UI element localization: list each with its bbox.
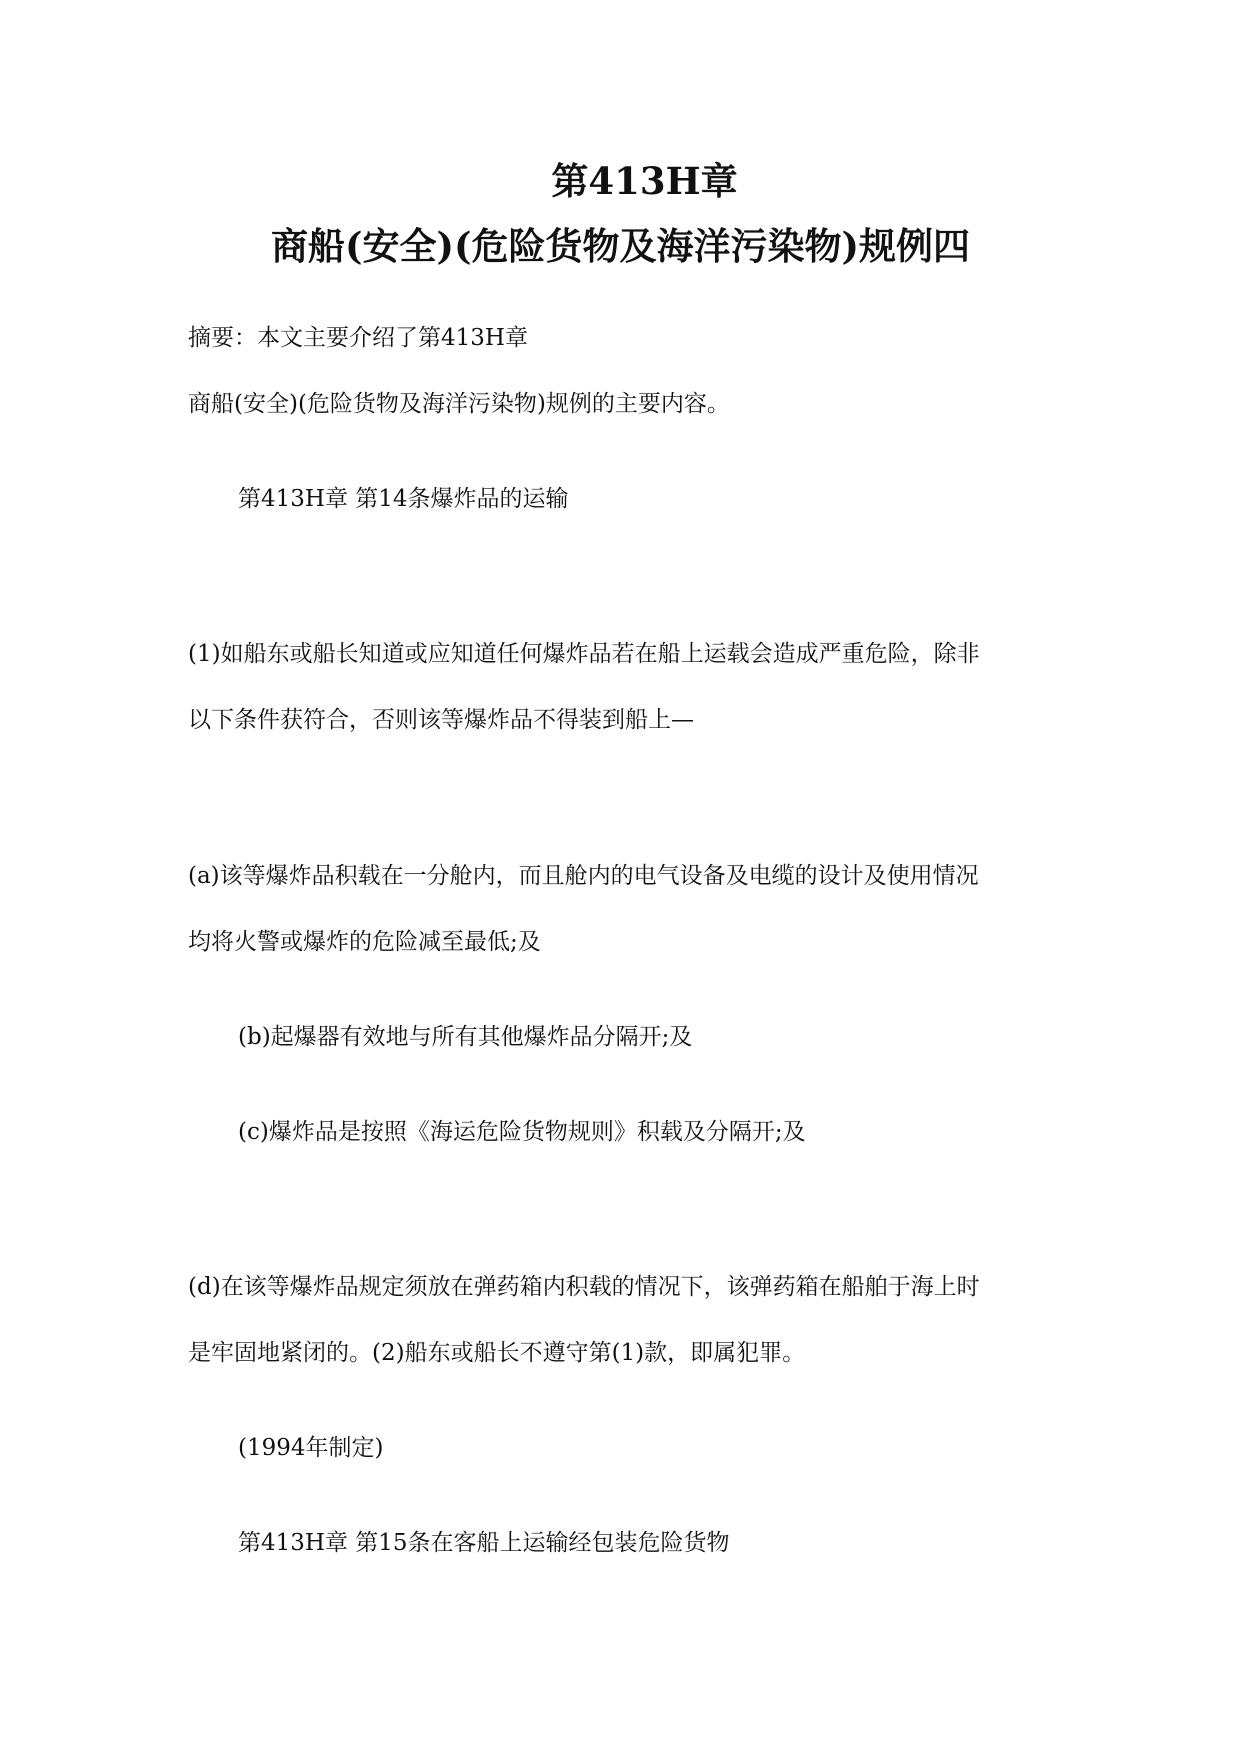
- section-heading-14: 第413H章 第14条爆炸品的运输: [238, 486, 569, 512]
- summary-line-2: 商船(安全)(危险货物及海洋污染物)规例的主要内容。: [188, 391, 730, 417]
- section-heading-15: 第413H章 第15条在客船上运输经包装危险货物: [238, 1530, 730, 1556]
- paragraph-line: 均将火警或爆炸的危险减至最低;及: [188, 929, 541, 955]
- paragraph-line: (b)起爆器有效地与所有其他爆炸品分隔开;及: [238, 1024, 693, 1050]
- paragraph-line: (1)如船东或船长知道或应知道任何爆炸品若在船上运载会造成严重危险，除非: [188, 641, 980, 667]
- document-title-regulation: 商船(安全)(危险货物及海洋污染物)规例四: [270, 224, 971, 268]
- document-title-chapter: 第413H章: [551, 159, 738, 203]
- paragraph-line: (c)爆炸品是按照《海运危险货物规则》积载及分隔开;及: [238, 1119, 806, 1145]
- paragraph-line: (d)在该等爆炸品规定须放在弹药箱内积载的情况下，该弹药箱在船舶于海上时: [188, 1274, 980, 1300]
- paragraph-line: 是牢固地紧闭的。(2)船东或船长不遵守第(1)款，即属犯罪。: [188, 1340, 806, 1366]
- paragraph-line: 以下条件获符合，否则该等爆炸品不得装到船上—: [188, 707, 694, 733]
- enactment-note: (1994年制定): [238, 1435, 384, 1461]
- summary-line-1: 摘要：本文主要介绍了第413H章: [188, 325, 528, 351]
- paragraph-line: (a)该等爆炸品积载在一分舱内，而且舱内的电气设备及电缆的设计及使用情况: [188, 863, 979, 889]
